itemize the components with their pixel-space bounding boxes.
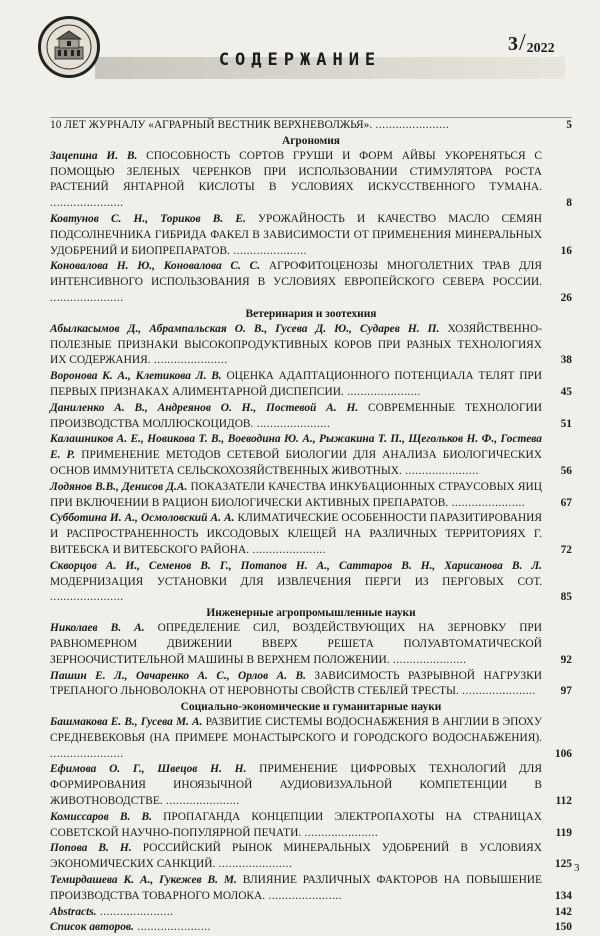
toc-leader-dots: ...................... — [448, 496, 526, 509]
toc-entry-text — [50, 401, 550, 433]
toc-title: АГРОФИТОЦЕНОЗЫ МНОГОЛЕТНИХ ТРАВ ДЛЯ ИНТЕНСИВНОГО ИСПОЛЬЗОВАНИЯ В УСЛОВИЯХ ЕВРОПЕЙСКОГО СЕВЕРА РОССИИ. — [50, 260, 542, 289]
toc-page-number: 85 — [560, 591, 572, 604]
toc-entry-text — [50, 369, 550, 401]
toc-title: МОДЕРНИЗАЦИЯ УСТАНОВКИ ДЛЯ ИЗВЛЕЧЕНИЯ ПЕРГИ ИЗ ПЕРГОВЫХ СОТ. — [50, 575, 542, 588]
toc-entry — [50, 715, 572, 762]
toc-entry — [50, 480, 572, 512]
toc-title: ОЦЕНКА АДАПТАЦИОННОГО ПОТЕНЦИАЛА ТЕЛЯТ ПРИ ПЕРВЫХ ПРИЗНАКАХ АЛИМЕНТАРНОЙ ДИСПЕПСИИ. — [50, 370, 542, 398]
toc-page-number: 106 — [554, 747, 572, 760]
toc-title: ОПРЕДЕЛЕНИЕ СИЛ, ВОЗДЕЙСТВУЮЩИХ НА ЗЕРНОВКУ ПРИ РАВНОМЕРНОМ ДВИЖЕНИИ ВВЕРХ РЕШЕТА ПОЛУАВТОМАТИЧЕСКОЙ ЗЕРНООЧИСТИТЕЛЬНОЙ МАШИНЫ В ВЕРХНЕМ ПОЛОЖЕНИИ. — [50, 622, 542, 666]
toc-entry-text — [50, 480, 550, 512]
toc-leader-dots: ...................... — [50, 591, 124, 604]
toc-entry-text — [50, 322, 550, 369]
section-heading: Агрономия — [282, 134, 340, 147]
toc-leader-dots: ...................... — [162, 795, 240, 808]
issue-number — [508, 30, 555, 57]
toc-title: КЛИМАТИЧЕСКИЕ ОСОБЕННОСТИ ПАРАЗИТИРОВАНИЯ И РАСПРОСТРАНЕННОСТЬ ИКСОДОВЫХ КЛЕЩЕЙ НА РАЗЛИЧНЫХ ТЕРРИТОРИЯХ Г. ВИТЕБСКА И ВИТЕБСКОГО РАЙОНА. — [50, 512, 542, 556]
toc-entry — [50, 322, 572, 369]
toc-authors: Лодянов В.В., Денисов Д.А. — [50, 480, 188, 493]
toc-title: ПРИМЕНЕНИЕ ЦИФРОВЫХ ТЕХНОЛОГИЙ ДЛЯ ФОРМИРОВАНИЯ ИНОЯЗЫЧНОЙ АУДИОВИЗУАЛЬНОЙ КОМПЕТЕНЦИИ В ЖИВОТНОВОДСТВЕ. — [50, 763, 543, 808]
toc-title: РОССИЙСКИЙ РЫНОК МИНЕРАЛЬНЫХ УДОБРЕНИЙ В УСЛОВИЯХ ЭКОНОМИЧЕСКИХ САНКЦИЙ. — [50, 842, 542, 871]
toc-leader-dots: ...................... — [249, 543, 327, 556]
toc-page-number: 125 — [554, 858, 572, 871]
toc-entry — [50, 432, 572, 479]
toc-authors: Абылкасымов Д., Абрампальская О. В., Гусева Д. Ю., Сударев Н. П. — [50, 322, 440, 335]
section-heading: Социально-экономические и гуманитарные науки — [180, 701, 442, 714]
toc-authors: Список авторов. — [50, 921, 134, 934]
toc-page-number: 97 — [560, 685, 572, 698]
toc-entry — [50, 669, 572, 701]
toc-authors: Николаев В. А. — [50, 622, 145, 635]
toc-entry — [50, 810, 572, 842]
toc-entry-text — [50, 212, 550, 259]
toc-leader-dots: ...................... — [150, 354, 228, 367]
issue-slash: / — [519, 30, 526, 56]
toc-page-number: 112 — [555, 795, 572, 808]
toc-entry-text — [50, 149, 550, 212]
toc-page-number: 56 — [560, 464, 572, 477]
toc-entry — [50, 621, 572, 668]
section-heading: Инженерные агропромышленные науки — [206, 607, 416, 620]
toc-authors: Калашников А. Е., Новикова Т. В., Воеводина Ю. А., Рыжакина Т. П., Щегольков Н. Ф., Гостева Е. Р. — [50, 433, 542, 462]
toc-entry-text — [50, 810, 550, 842]
toc-entry-text — [50, 841, 550, 873]
toc-entry-text — [50, 715, 550, 762]
toc-authors: Комиссаров В. В. — [50, 810, 152, 823]
toc-entry — [50, 920, 572, 936]
toc-title: 10 ЛЕТ ЖУРНАЛУ «АГРАРНЫЙ ВЕСТНИК ВЕРХНЕВОЛЖЬЯ». — [50, 119, 373, 131]
toc-page-number: 51 — [560, 417, 572, 430]
toc-title: УРОЖАЙНОСТЬ И КАЧЕСТВО МАСЛО СЕМЯН ПОДСОЛНЕЧНИКА ГИБРИДА ФАКЕЛ В ЗАВИСИМОСТИ ОТ ПРИМЕНЕНИЯ МИНЕРАЛЬНЫХ УДОБРЕНИЙ И БИОПРЕПАРАТОВ. — [50, 212, 542, 257]
toc-title: ХОЗЯЙСТВЕННО-ПОЛЕЗНЫЕ ПРИЗНАКИ ВЫСОКОПРОДУКТИВНЫХ КОРОВ ПРИ РАЗНЫХ ТЕХНОЛОГИЯХ ИХ СОДЕРЖАНИЯ. — [50, 322, 542, 367]
toc-entry — [50, 149, 572, 212]
toc-leader-dots: ...................... — [133, 921, 211, 934]
toc-page-number: 8 — [566, 197, 572, 210]
toc-leader-dots: ...................... — [458, 685, 536, 698]
section-heading: Ветеринария и зоотехния — [245, 307, 377, 320]
toc-leader-dots: ...................... — [253, 417, 331, 430]
toc-page-number: 92 — [560, 653, 572, 666]
toc-entry — [50, 762, 572, 809]
toc-entry — [50, 841, 572, 873]
toc-entry-text — [50, 118, 550, 134]
toc-authors: Зацепина И. В. — [50, 149, 138, 162]
toc-title: РАЗВИТИЕ СИСТЕМЫ ВОДОСНАБЖЕНИЯ В АНГЛИИ В ЭПОХУ СРЕДНЕВЕКОВЬЯ (НА ПРИМЕРЕ МОНАСТЫРСКОГО И ГОРОДСКОГО ВОДОСНАБЖЕНИЯ). — [50, 716, 543, 744]
toc-list — [50, 118, 572, 936]
toc-entry — [50, 369, 572, 401]
toc-entry-text — [50, 511, 550, 558]
toc-authors: Пашин Е. Л., Овчаренко А. С., Орлов А. В. — [50, 669, 306, 682]
toc-authors: Воронова К. А., Клетикова Л. В. — [50, 370, 222, 383]
toc-authors: Ефимова О. Г., Швецов Н. Н. — [50, 763, 247, 776]
toc-entry-text — [50, 920, 550, 936]
contents-area — [50, 117, 572, 934]
toc-page-number: 72 — [560, 543, 572, 556]
toc-authors: Темирдашева К. А., Гукежев В. М. — [50, 874, 237, 887]
toc-page-number: 45 — [560, 385, 572, 398]
toc-leader-dots: ...................... — [96, 905, 174, 918]
toc-leader-dots: ...................... — [401, 464, 479, 477]
toc-authors: Попова В. Н. — [50, 842, 132, 855]
toc-page-number: 142 — [554, 905, 572, 918]
toc-authors: Даниленко А. В., Андреянов О. Н., Постевой А. Н. — [50, 401, 359, 414]
toc-title: ЗАВИСИМОСТЬ РАЗРЫВНОЙ НАГРУЗКИ ТРЕПАНОГО ЛЬНОВОЛОКНА ОТ НЕРОВНОТЫ СВОЙСТВ СТЕБЛЕЙ ТРЕСТЫ. — [50, 669, 542, 698]
page-header — [0, 0, 600, 110]
toc-page-number: 38 — [560, 354, 572, 367]
toc-page-number: 119 — [555, 826, 572, 839]
toc-authors: Abstracts. — [50, 905, 97, 918]
issue-num: 3 — [508, 33, 518, 55]
toc-entry-text — [50, 559, 550, 606]
toc-leader-dots: ...................... — [301, 826, 379, 839]
toc-entry — [50, 259, 572, 306]
toc-entry-text — [50, 432, 550, 479]
toc-entry — [50, 905, 572, 921]
toc-leader-dots: ...................... — [343, 385, 421, 398]
page-title: СОДЕРЖАНИЕ — [218, 50, 382, 70]
toc-leader-dots: ...................... — [372, 119, 450, 131]
toc-authors: Башмакова Е. В., Гусева М. А. — [50, 716, 203, 729]
toc-title: ПРИМЕНЕНИЕ МЕТОДОВ СЕТЕВОЙ БИОЛОГИИ ДЛЯ АНАЛИЗА БИОЛОГИЧЕСКИХ ОСНОВ ИММУНИТЕТА СЕЛЬСКОХОЗЯЙСТВЕННЫХ ЖИВОТНЫХ. — [50, 449, 542, 477]
toc-leader-dots: ...................... — [215, 858, 293, 871]
toc-page-number: 150 — [554, 921, 572, 934]
toc-entry-text — [50, 259, 550, 306]
toc-authors: Ковтунов С. Н., Ториков В. Е. — [50, 212, 246, 225]
toc-title: СПОСОБНОСТЬ СОРТОВ ГРУШИ И ФОРМ АЙВЫ УКОРЕНЯТЬСЯ С ПОМОЩЬЮ ЗЕЛЕНЫХ ЧЕРЕНКОВ ПРИ ИСПОЛЬЗОВАНИИ СТИМУЛЯТОРА РОСТА РАСТЕНИЙ ЯНТАРНОЙ КИСЛОТЫ В УСЛОВИЯХ ИСКУССТВЕННОГО ТУМАНА. — [50, 149, 542, 194]
toc-page-number: 26 — [560, 291, 572, 304]
toc-entry — [50, 401, 572, 433]
toc-leader-dots: ...................... — [265, 889, 343, 902]
toc-leader-dots: ...................... — [50, 197, 124, 210]
toc-leader-dots: ...................... — [50, 291, 124, 304]
toc-entry-text — [50, 669, 550, 701]
toc-leader-dots: ...................... — [50, 747, 124, 760]
toc-page-number: 16 — [560, 244, 572, 257]
toc-page-number: 134 — [554, 889, 572, 902]
toc-page-number: 67 — [560, 496, 572, 509]
toc-entry-text — [50, 621, 550, 668]
toc-authors: Коновалова Н. Ю., Коновалова С. С. — [50, 260, 261, 273]
toc-title: ПРОПАГАНДА КОНЦЕПЦИИ ЭЛЕКТРОПАХОТЫ НА СТРАНИЦАХ СОВЕТСКОЙ НАУЧНО-ПОПУЛЯРНОЙ ПЕЧАТИ. — [50, 810, 542, 839]
toc-title: СОВРЕМЕННЫЕ ТЕХНОЛОГИИ ПРОИЗВОДСТВА МОЛЛЮСКОЦИДОВ. — [50, 401, 542, 430]
toc-entry-text — [50, 905, 550, 921]
toc-entry-text — [50, 762, 550, 809]
toc-title: ПОКАЗАТЕЛИ КАЧЕСТВА ИНКУБАЦИОННЫХ СТРАУСОВЫХ ЯИЦ ПРИ ВКЛЮЧЕНИИ В РАЦИОН БИОЛОГИЧЕСКИ АКТИВНЫХ ПРЕПАРАТОВ. — [50, 480, 542, 509]
toc-authors: Скворцов А. И., Семенов В. Г., Потапов Н. А., Саттаров В. Н., Харисанова В. Л. — [50, 559, 542, 572]
toc-entry — [50, 118, 572, 134]
toc-page-number: 5 — [566, 119, 572, 131]
page-number: 3 — [574, 862, 580, 874]
toc-entry — [50, 212, 572, 259]
toc-leader-dots: ...................... — [229, 244, 307, 257]
toc-entry — [50, 511, 572, 558]
toc-entry — [50, 559, 572, 606]
toc-title: ВЛИЯНИЕ РАЗЛИЧНЫХ ФАКТОРОВ НА ПОВЫШЕНИЕ ПРОИЗВОДСТВА ТОВАРНОГО МОЛОКА. — [50, 874, 542, 902]
toc-leader-dots: ...................... — [389, 653, 467, 666]
toc-authors: Субботина И. А., Осмоловский А. А. — [50, 512, 235, 525]
issue-year: 2022 — [526, 41, 555, 56]
